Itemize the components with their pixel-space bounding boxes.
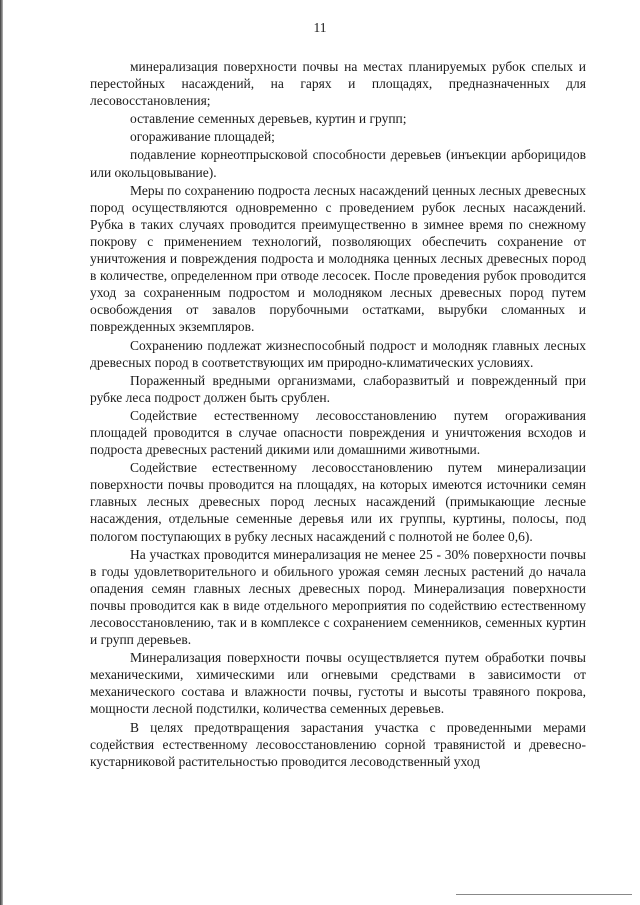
paragraph-10: На участках проводится минерализация не менее 25 - 30% поверхности почвы в годы удовлетворительного и обильного урожая семян лесных растений до начала опадения семян главных лесных древесных пород. Минерализация поверхности почвы проводится как в виде отдельного мероприятия по содействию естественному лесовосстановлению, так и в комплексе с сохранением семенников, семенных куртин и групп деревьев. <box>90 546 586 648</box>
paragraph-2: оставление семенных деревьев, куртин и групп; <box>130 111 407 127</box>
paragraph-1: минерализация поверхности почвы на местах планируемых рубок спелых и перестойных насаждений, на гарях и площадях, предназначенных для лесовосстановления; <box>90 59 586 109</box>
paragraph-11: Минерализация поверхности почвы осуществляется путем обработки почвы механическими, химическими или огневыми средствами в зависимости от механического состава и влажности почвы, густоты и высоты травяного покрова, мощности лесной подстилки, количества семенных деревьев. <box>90 650 586 717</box>
paragraph-8: Содействие естественному лесовосстановлению путем огораживания площадей проводится в случае опасности повреждения и уничтожения всходов и подроста древесных растений дикими или домашними животными. <box>90 407 586 458</box>
paragraph-4: подавление корнеотпрысковой способности деревьев (инъекции арборицидов или окольцовывание). <box>90 147 586 180</box>
paragraph-6: Сохранению подлежат жизнеспособный подрост и молодняк главных лесных древесных пород в соответствующих им природно-климатических условиях. <box>90 337 586 370</box>
paragraph-7: Пораженный вредными организмами, слаборазвитый и поврежденный при рубке леса подрост должен быть срублен. <box>90 372 586 405</box>
paragraph-12: В целях предотвращения зарастания участка с проведенными мерами содействия естественному лесовосстановлению сорной травянистой и древесно-кустарниковой растительностью проводится лесоводственный уход <box>90 719 586 769</box>
scan-left-edge <box>0 0 3 905</box>
page-number: 11 <box>313 20 327 35</box>
paragraph-9: Содействие естественному лесовосстановлению путем минерализации поверхности почвы проводится на площадях, на которых имеются источники семян главных лесных древесных пород лесных насаждений (примыкающие лесные насаждения, отдельные семенные деревья или их группы, куртины, полосы, под пологом поступающих в рубку лесных насаждений с полнотой не более 0,6). <box>90 460 586 544</box>
paragraph-3: огораживание площадей; <box>130 129 275 145</box>
bottom-rule <box>456 894 632 895</box>
paragraph-5: Меры по сохранению подроста лесных насаждений ценных лесных древесных пород осуществляются одновременно с проведением рубок лесных насаждений. Рубка в таких случаях проводится преимущественно в зимнее время по снежному покрову с применением технологий, позволяющих обеспечить сохранение от уничтожения и повреждения подроста и молодняка ценных лесных древесных пород в количестве, определенном при отводе лесосек. После проведения рубок проводится уход за сохраненным подростом и молодняком лесных древесных пород путем освобождения от завалов порубочными остатками, вырубки сломанных и поврежденных экземпляров. <box>90 182 586 335</box>
document-body <box>90 58 586 770</box>
